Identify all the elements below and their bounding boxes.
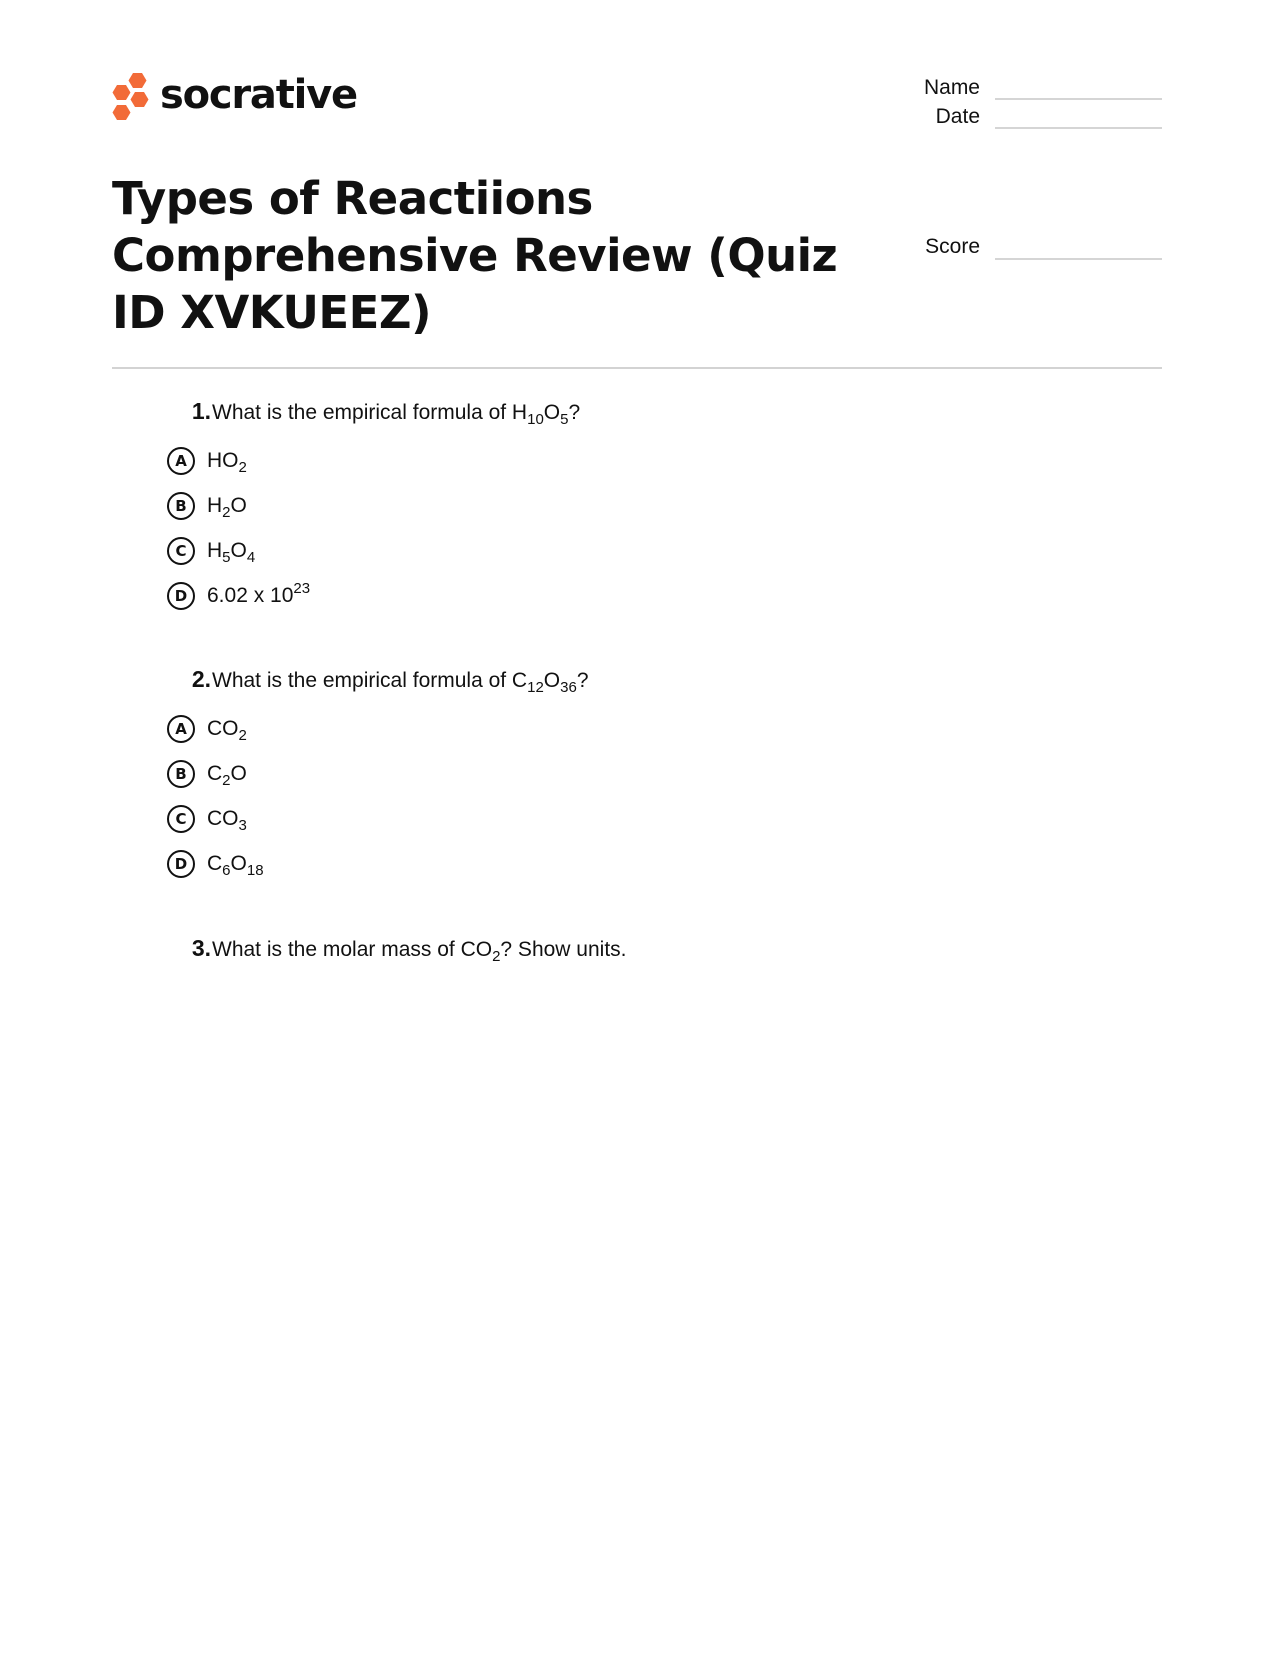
option-c[interactable]: [167, 802, 247, 836]
option-bubble[interactable]: A: [167, 715, 195, 743]
option-bubble[interactable]: B: [167, 492, 195, 520]
option-bubble[interactable]: C: [167, 537, 195, 565]
option-bubble[interactable]: B: [167, 760, 195, 788]
score-label: Score: [925, 235, 980, 258]
option-text: $CO_3$: [207, 807, 247, 834]
option-c[interactable]: [167, 534, 255, 568]
option-text: $C_6O_{18}$: [207, 852, 264, 879]
question-text: What is the empirical formula of $C_{12}O_{36}$?: [212, 669, 589, 696]
question-text: What is the empirical formula of $H_{10}O_5$?: [212, 401, 581, 428]
option-bubble[interactable]: C: [167, 805, 195, 833]
question-1: [170, 398, 581, 607]
header-divider: [112, 367, 1162, 369]
question-2: [170, 666, 589, 879]
option-a[interactable]: [167, 712, 247, 746]
option-text: $H_5O_4$: [207, 539, 256, 566]
option-text: $HO_2$: [207, 449, 247, 476]
option-text: $C_2O$: [207, 762, 247, 789]
option-b[interactable]: [167, 489, 247, 523]
question-number: 1.: [191, 398, 211, 424]
option-d[interactable]: [167, 847, 264, 881]
option-bubble[interactable]: D: [167, 850, 195, 878]
socrative-logo: [112, 72, 357, 122]
option-a[interactable]: [167, 444, 247, 478]
option-d[interactable]: [167, 579, 310, 613]
question-3: [170, 935, 627, 965]
page-title: Types of Reactiions Comprehensive Review (Quiz ID XVKUEEZ): [112, 172, 838, 339]
option-bubble[interactable]: A: [167, 447, 195, 475]
name-label: Name: [923, 76, 980, 99]
question-number: 2.: [191, 666, 211, 692]
name-input-line[interactable]: [995, 98, 1162, 100]
question-text: What is the molar mass of $CO_2$? Show units.: [212, 938, 627, 965]
hexagon-cluster-icon: [112, 72, 150, 122]
name-field: [885, 76, 980, 100]
question-number: 3.: [191, 935, 211, 961]
date-label: Date: [935, 105, 980, 128]
score-field: [885, 235, 980, 259]
option-text: $CO_2$: [207, 717, 247, 744]
date-field: [885, 105, 980, 129]
score-input-line[interactable]: [995, 258, 1162, 260]
option-text: $H_2O$: [207, 494, 247, 521]
option-text: 6.02 x $10^{23}$: [207, 580, 311, 607]
date-input-line[interactable]: [995, 127, 1162, 129]
option-bubble[interactable]: D: [167, 582, 195, 610]
brand-name: socrative: [160, 72, 357, 118]
option-b[interactable]: [167, 757, 247, 791]
